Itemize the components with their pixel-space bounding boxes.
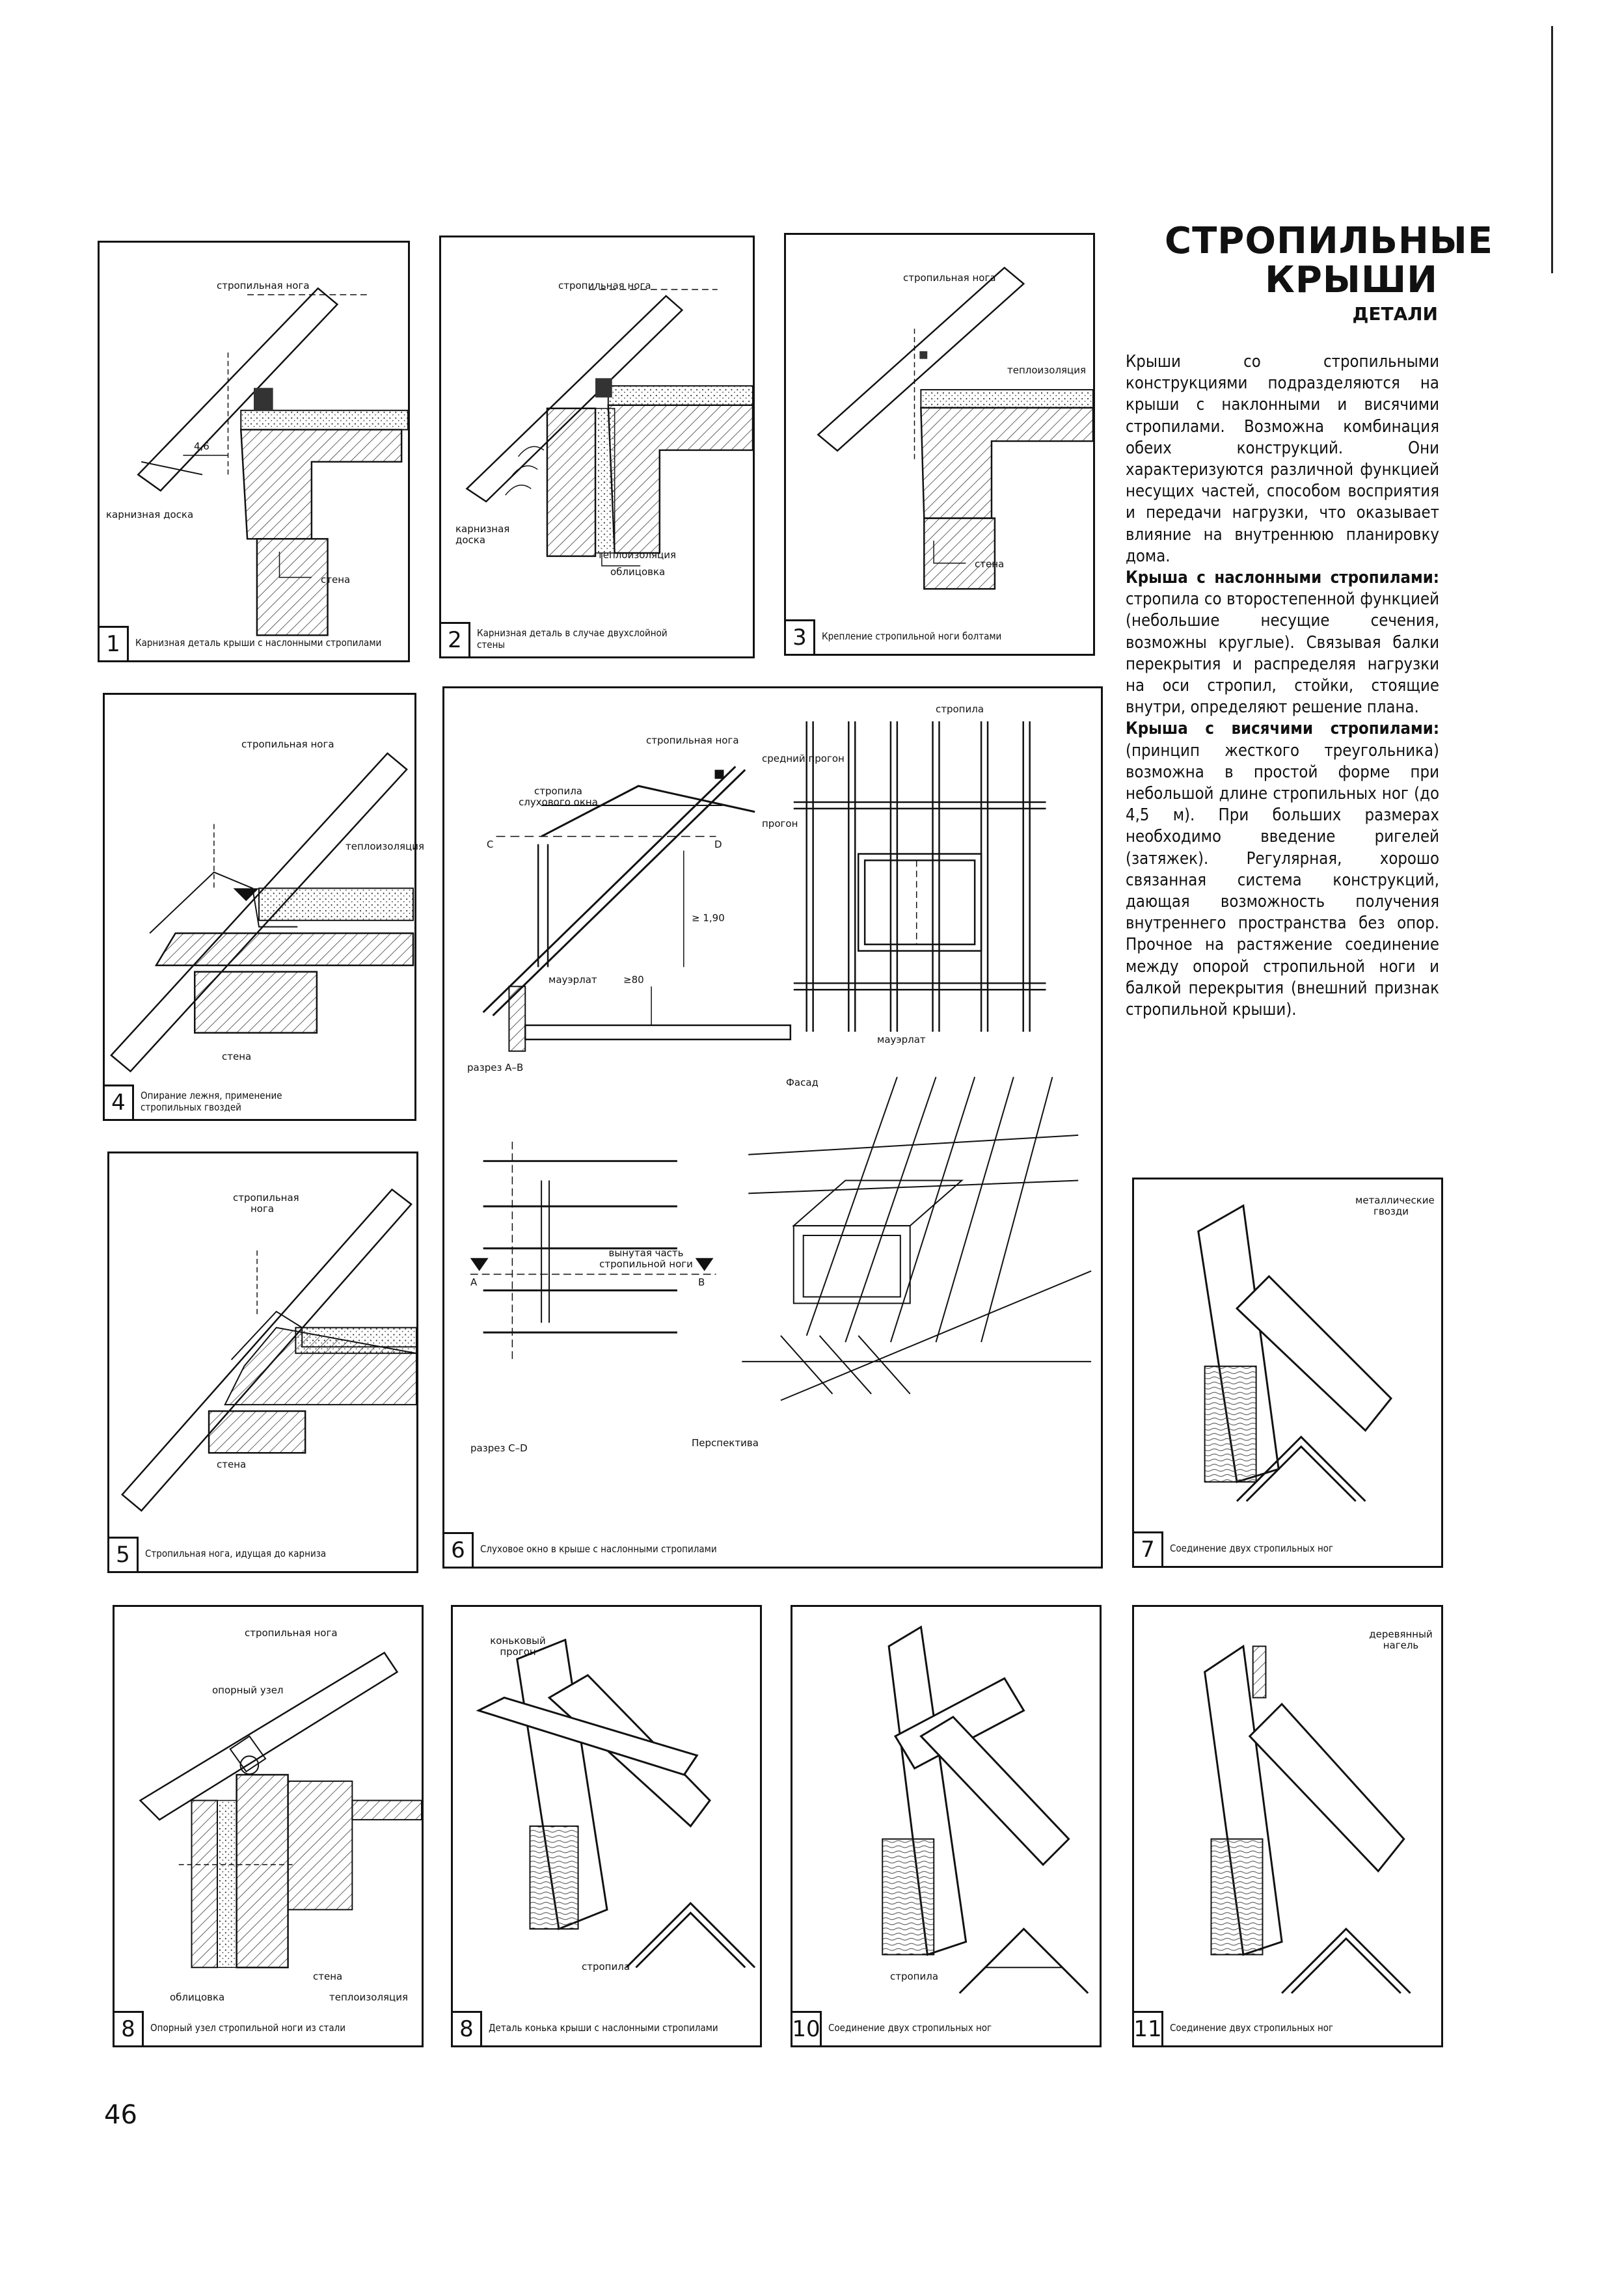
inclined-heading: Крыша с наслонными стропилами: — [1126, 568, 1439, 588]
figure-3-label-insulation: теплоизоляция — [1007, 364, 1087, 376]
figure-11-drawing — [1134, 1607, 1441, 2045]
figure-6-label-c: C — [487, 839, 494, 850]
figure-2-caption-text: Карнизная деталь в случае двухслойной стены — [477, 627, 668, 651]
figure-10 — [791, 1605, 1102, 2047]
figure-7-caption-text: Соединение двух стропильных ног — [1170, 1542, 1334, 1554]
figure-8a-caption — [115, 2010, 422, 2045]
figure-8a-caption-text: Опорный узел стропильной ноги из стали — [150, 2022, 345, 2034]
figure-8b — [451, 1605, 762, 2047]
figure-8a-label-insulation: теплоизоляция — [329, 1991, 409, 2003]
figure-1-label-eave-board: карнизная доска — [106, 509, 194, 520]
figure-3-number: 3 — [786, 619, 815, 654]
figure-8a-drawing — [115, 1607, 422, 2045]
figure-5 — [107, 1152, 418, 1573]
figure-7-label-nails: металлические гвозди — [1355, 1194, 1435, 1217]
figure-6-label-facade: Фасад — [786, 1077, 819, 1088]
figure-6-label-rafter: стропильная нога — [646, 734, 739, 746]
figure-11 — [1132, 1605, 1443, 2047]
figure-1-caption — [100, 625, 408, 660]
figure-5-caption — [109, 1536, 416, 1571]
figure-7-drawing — [1134, 1179, 1441, 1566]
figure-2-label-eave-board: карнизная доска — [455, 523, 510, 546]
figure-3-drawing — [786, 235, 1093, 654]
figure-6-label-perspective: Перспектива — [692, 1437, 759, 1449]
hanging-paragraph — [1126, 718, 1439, 1021]
figure-6-label-section-cd: разрез С–D — [470, 1442, 528, 1454]
figure-10-number: 10 — [792, 2011, 822, 2045]
figure-6-label-rafters: стропила — [936, 703, 984, 715]
intro-paragraph: Крыши со стропильными конструкциями подразделяются на крыши с наклонными и висячими стропилами. Возможна комбинация обеих конструкций. Они характеризуются различной функцией несущих частей, способом восприятия и передачи нагрузки, что оказывает влияние на внутреннюю планировку дома. — [1126, 352, 1439, 566]
figure-10-drawing — [792, 1607, 1100, 2045]
figure-1-label-wall: стена — [321, 574, 351, 586]
page-number: 46 — [104, 2100, 137, 2130]
figure-6-label-mauerlat: мауэрлат — [548, 974, 597, 986]
figure-8a-label-wall: стена — [313, 1971, 343, 1982]
figure-6-caption — [444, 1531, 1101, 1567]
figure-5-label-wall: стена — [217, 1459, 247, 1470]
figure-1-label-rafter: стропильная нога — [217, 280, 310, 291]
figure-8a-number: 8 — [115, 2011, 144, 2045]
figure-8b-label-rafters: стропила — [582, 1961, 630, 1973]
figure-8b-drawing — [453, 1607, 760, 2045]
figure-2-label-cladding: облицовка — [610, 566, 666, 578]
figure-4-label-wall: стена — [222, 1051, 252, 1062]
figure-8a-label-cladding: облицовка — [170, 1991, 225, 2003]
page-subtitle: ДЕТАЛИ — [1352, 303, 1438, 325]
figure-6-label-h190: ≥ 1,90 — [692, 912, 725, 924]
figure-6-label-a: А — [470, 1276, 478, 1288]
body-text — [1126, 351, 1439, 1021]
figure-2-number: 2 — [441, 622, 470, 656]
figure-8a-label-rafter: стропильная нога — [245, 1627, 338, 1639]
figure-8a-label-support: опорный узел — [212, 1684, 284, 1696]
figure-8a — [113, 1605, 424, 2047]
inclined-text: стропила со второстепенной функцией (небольшие несущие сечения, возможны круглые). Связывая балки перекрытия и распределяя нагрузки на оси стропил, стойки, стоящие внутри, определяют решение плана. — [1126, 589, 1439, 718]
hanging-heading: Крыша с висячими стропилами: — [1126, 719, 1439, 739]
figure-6-label-d: D — [714, 839, 722, 850]
figure-4-label-insulation: теплоизоляция — [345, 841, 425, 852]
figure-4-caption — [105, 1084, 414, 1119]
figure-6-number: 6 — [444, 1532, 474, 1567]
figure-6-label-mid-purlin: средний прогон — [762, 753, 845, 764]
figure-4-number: 4 — [105, 1084, 134, 1119]
figure-6-label-b: В — [698, 1276, 705, 1288]
figure-6-label-mauerlat2: мауэрлат — [877, 1034, 926, 1045]
figure-11-caption-text: Соединение двух стропильных ног — [1170, 2022, 1334, 2034]
figure-6-caption-text: Слуховое окно в крыше с наслонными стропилами — [480, 1543, 717, 1555]
figure-11-caption — [1134, 2010, 1441, 2045]
figure-4-label-rafter: стропильная нога — [241, 738, 334, 750]
figure-3 — [784, 233, 1095, 656]
figure-5-label-rafter: стропильная нога — [233, 1192, 299, 1215]
figure-10-label-rafters: стропила — [890, 1971, 939, 1982]
figure-1 — [98, 241, 410, 662]
page-title-line1: СТРОПИЛЬНЫЕ — [1165, 220, 1494, 262]
figure-1-label-dim: 4,6 — [194, 440, 210, 452]
figure-4 — [103, 693, 425, 1121]
figure-3-caption-text: Крепление стропильной ноги болтами — [822, 630, 1002, 642]
figure-3-caption — [786, 619, 1093, 654]
figure-7-number: 7 — [1134, 1531, 1163, 1566]
figure-2-label-rafter: стропильная нога — [558, 280, 651, 291]
figure-4-caption-text: Опирание лежня, применение стропильных гвоздей — [141, 1090, 282, 1113]
figure-8b-number: 8 — [453, 2011, 482, 2045]
figure-6-label-section-ab: разрез А–В — [467, 1062, 524, 1073]
figure-11-label-dowel: деревянный нагель — [1369, 1628, 1433, 1651]
figure-5-number: 5 — [109, 1537, 139, 1571]
figure-10-caption — [792, 2010, 1100, 2045]
figure-1-caption-text: Карнизная деталь крыши с наслонными стропилами — [135, 637, 382, 649]
figure-2-label-insulation: теплоизоляция — [597, 549, 677, 561]
figure-3-label-wall: стена — [975, 558, 1005, 570]
figure-6-label-h80: ≥80 — [623, 974, 644, 986]
inclined-paragraph — [1126, 567, 1439, 718]
figure-3-label-rafter: стропильная нога — [903, 272, 996, 284]
figure-6-label-purlin: прогон — [762, 818, 798, 829]
figure-4-drawing — [105, 695, 425, 1119]
figure-6-label-dormer-rafter: стропила слухового окна — [519, 785, 598, 808]
figure-2-drawing — [441, 237, 753, 656]
page-title-line2: КРЫШИ — [1265, 259, 1438, 301]
figure-7 — [1132, 1178, 1443, 1568]
figure-2 — [439, 236, 755, 658]
figure-7-caption — [1134, 1531, 1441, 1566]
figure-11-number: 11 — [1134, 2011, 1163, 2045]
figure-8b-caption-text: Деталь конька крыши с наслонными стропилами — [489, 2022, 718, 2034]
figure-2-caption — [441, 621, 753, 656]
figure-5-caption-text: Стропильная нога, идущая до карниза — [145, 1548, 327, 1559]
figure-1-number: 1 — [100, 626, 129, 660]
figure-6 — [442, 686, 1103, 1569]
hanging-text: (принцип жесткого треугольника) возможна в простой форме при небольшой длине стропильных ног (до 4,5 м). При больших размерах необходимо введение ригелей (затяжек). Регулярная, хорошо связанная система конструкций, дающая возможность получения внутреннего пространства без опор. Прочное на растяжение соединение между опорой стропильной ноги и балкой перекрытия (внешний признак стропильной крыши). — [1126, 740, 1439, 1020]
figure-5-drawing — [109, 1153, 416, 1571]
figure-8b-label-ridge-purlin: коньковый прогон — [490, 1635, 546, 1658]
figure-1-drawing — [100, 243, 408, 660]
figure-10-caption-text: Соединение двух стропильных ног — [828, 2022, 992, 2034]
margin-rule — [1551, 26, 1553, 273]
figure-6-label-cutout: вынутая часть стропильной ноги — [599, 1247, 693, 1270]
figure-8b-caption — [453, 2010, 760, 2045]
